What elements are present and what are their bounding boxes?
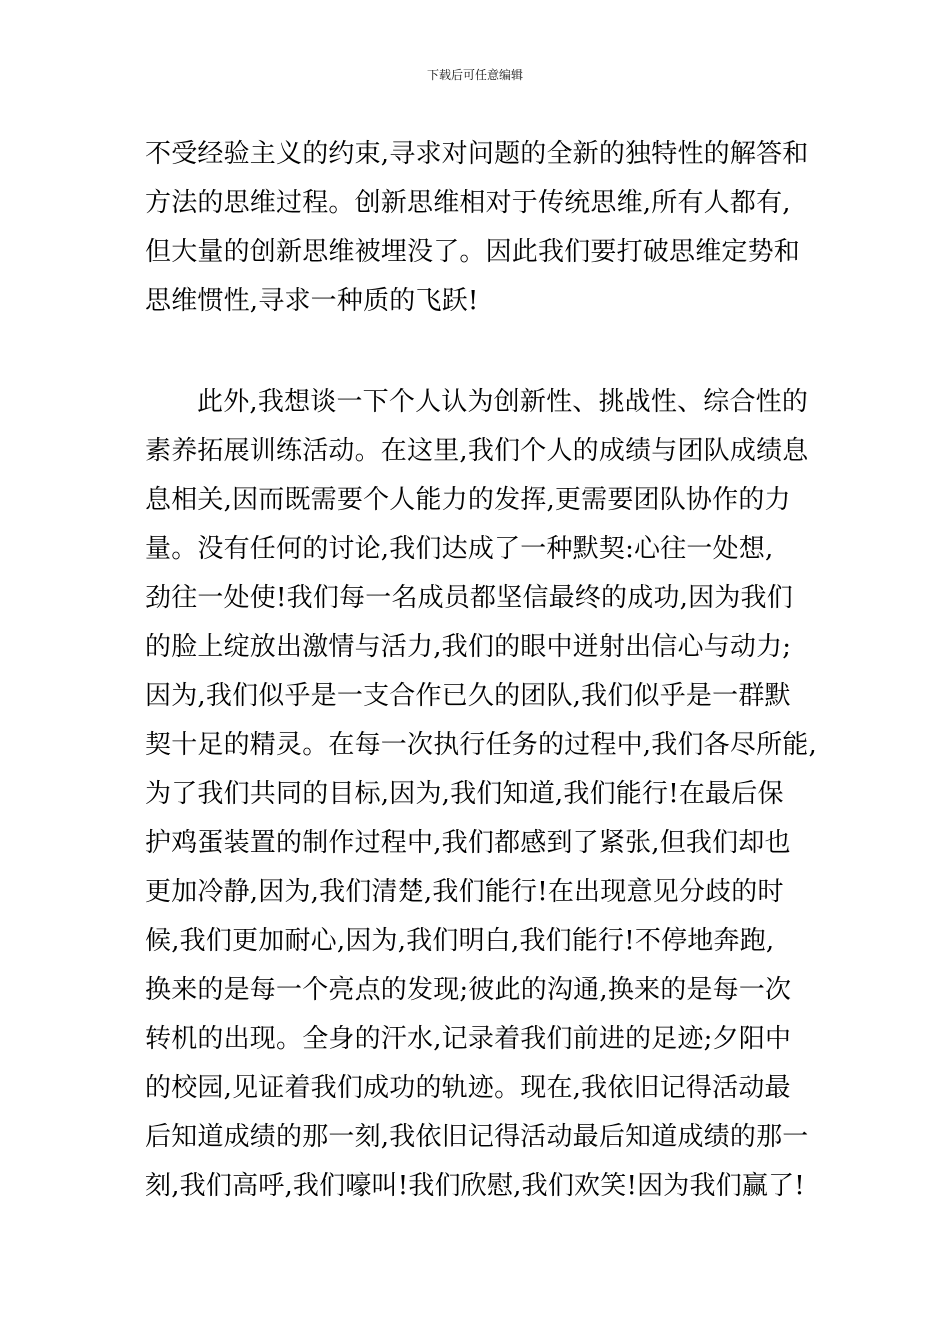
paragraph-line: 素养拓展训练活动。在这里,我们个人的成绩与团队成绩息 (145, 436, 809, 466)
paragraph-line: 刻,我们高呼,我们嚎叫!我们欣慰,我们欢笑!因为我们赢了! (145, 1171, 805, 1201)
paragraph-line: 但大量的创新思维被埋没了。因此我们要打破思维定势和 (145, 237, 801, 267)
paragraph-1 (145, 130, 810, 326)
paragraph-line: 后知道成绩的那一刻,我依旧记得活动最后知道成绩的那一 (145, 1122, 809, 1152)
paragraph-2 (145, 378, 817, 1211)
page-header-note: 下载后可任意编辑 (426, 68, 523, 82)
paragraph-line: 的脸上绽放出激情与活力,我们的眼中迸射出信心与动力; (145, 632, 792, 662)
paragraph-line: 方法的思维过程。创新思维相对于传统思维,所有人都有, (145, 188, 791, 218)
paragraph-line: 契十足的精灵。在每一次执行任务的过程中,我们各尽所能, (145, 730, 817, 760)
paragraph-line: 换来的是每一个亮点的发现;彼此的沟通,换来的是每一次 (145, 975, 792, 1005)
paragraph-line: 更加冷静,因为,我们清楚,我们能行!在出现意见分歧的时 (145, 877, 784, 907)
paragraph-line: 此外,我想谈一下个人认为创新性、挑战性、综合性的 (197, 387, 809, 417)
paragraph-line: 不受经验主义的约束,寻求对问题的全新的独特性的解答和 (145, 139, 809, 169)
paragraph-line: 的校园,见证着我们成功的轨迹。现在,我依旧记得活动最 (145, 1073, 791, 1103)
paragraph-line: 转机的出现。全身的汗水,记录着我们前进的足迹;夕阳中 (145, 1024, 792, 1054)
paragraph-line: 思维惯性,寻求一种质的飞跃! (145, 286, 479, 316)
paragraph-line: 量。没有任何的讨论,我们达成了一种默契:心往一处想, (145, 534, 774, 564)
paragraph-line: 候,我们更加耐心,因为,我们明白,我们能行!不停地奔跑, (145, 926, 775, 956)
paragraph-line: 息相关,因而既需要个人能力的发挥,更需要团队协作的力 (145, 485, 791, 515)
paragraph-line: 护鸡蛋装置的制作过程中,我们都感到了紧张,但我们却也 (145, 828, 791, 858)
paragraph-line: 为了我们共同的目标,因为,我们知道,我们能行!在最后保 (145, 779, 784, 809)
paragraph-line: 因为,我们似乎是一支合作已久的团队,我们似乎是一群默 (145, 681, 791, 711)
paragraph-line: 劲往一处使!我们每一名成员都坚信最终的成功,因为我们 (145, 583, 793, 613)
